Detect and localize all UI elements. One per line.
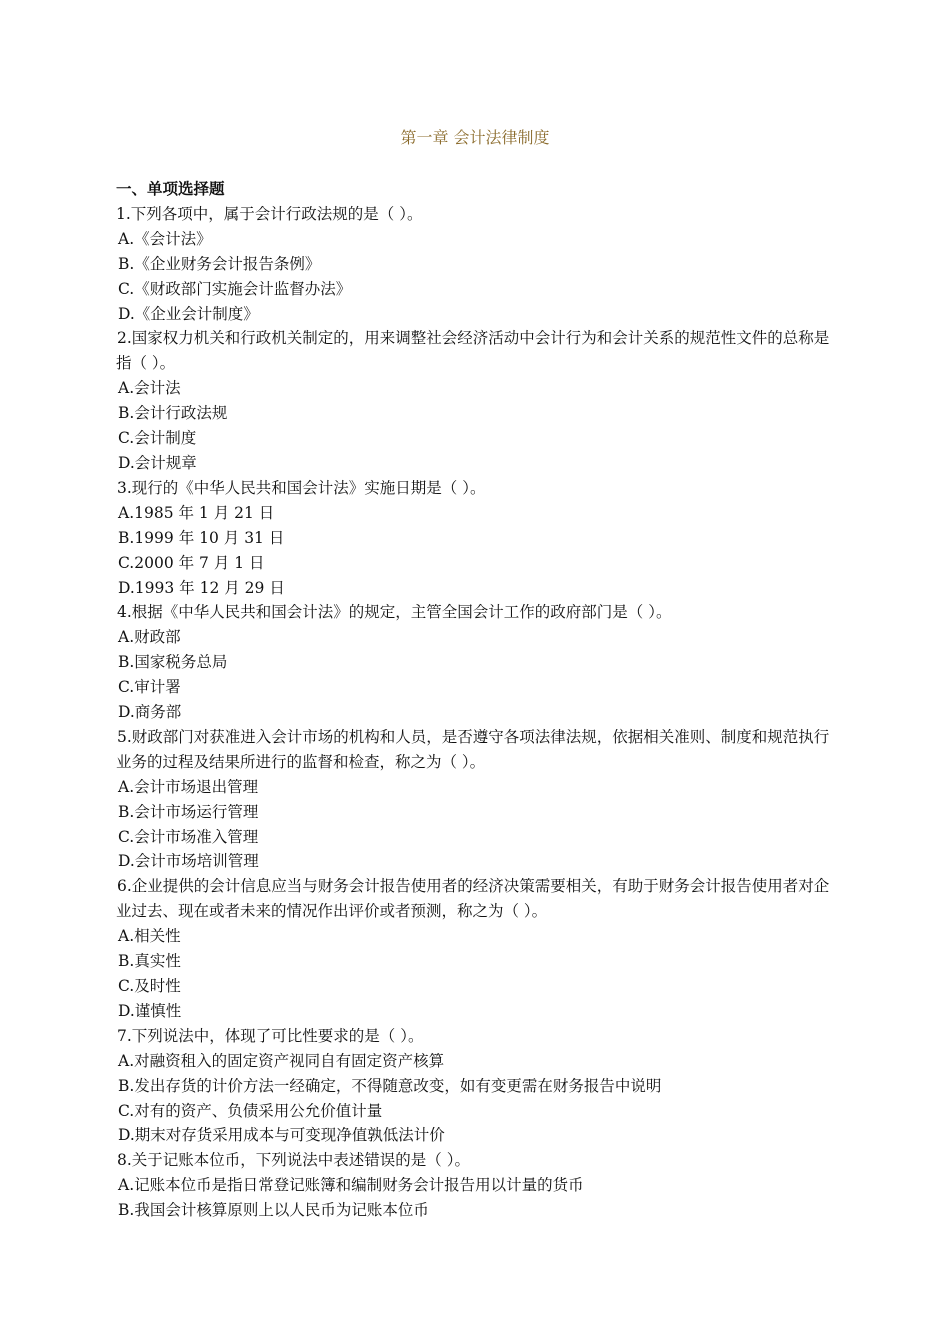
option-d: D.商务部 — [118, 703, 182, 722]
option-a: A.《会计法》 — [118, 229, 212, 248]
option-d: D.期末对存货采用成本与可变现净值孰低法计价 — [118, 1126, 445, 1145]
document-body — [116, 177, 838, 1223]
option-c: C.《财政部门实施会计监督办法》 — [118, 279, 352, 298]
option-a: A.对融资租入的固定资产视同自有固定资产核算 — [118, 1051, 445, 1070]
chapter-title: 第一章 会计法律制度 — [400, 128, 550, 147]
option-a: A.1985 年 1 月 21 日 — [118, 503, 275, 522]
question-4 — [116, 600, 838, 725]
option-c: C.会计市场准入管理 — [118, 827, 259, 846]
option-b: B.会计市场运行管理 — [118, 802, 259, 821]
question-stem: 8.关于记账本位币，下列说法中表述错误的是（ ）。 — [117, 1151, 470, 1170]
question-stem: 7.下列说法中，体现了可比性要求的是（ ）。 — [117, 1026, 424, 1045]
option-a: A.记账本位币是指日常登记账簿和编制财务会计报告用以计量的货币 — [118, 1176, 584, 1195]
option-c: C.2000 年 7 月 1 日 — [118, 553, 265, 572]
question-stem: 3.现行的《中华人民共和国会计法》实施日期是（ ）。 — [117, 478, 486, 497]
question-1 — [116, 202, 838, 327]
option-d: D.谨慎性 — [118, 1001, 182, 1020]
question-stem: 2.国家权力机关和行政机关制定的，用来调整社会经济活动中会计行为和会计关系的规范性文件的总称是指（ ）。 — [116, 329, 830, 373]
question-8 — [116, 1148, 838, 1223]
question-stem: 6.企业提供的会计信息应当与财务会计报告使用者的经济决策需要相关，有助于财务会计报告使用者对企业过去、现在或者未来的情况作出评价或者预测，称之为（ ）。 — [116, 877, 830, 921]
option-b: B.发出存货的计价方法一经确定，不得随意改变，如有变更需在财务报告中说明 — [118, 1076, 662, 1095]
option-b: B.我国会计核算原则上以人民币为记账本位币 — [118, 1201, 429, 1220]
option-c: C.会计制度 — [118, 429, 197, 448]
option-a: A.会计法 — [118, 379, 181, 398]
question-stem: 1.下列各项中，属于会计行政法规的是（ ）。 — [116, 204, 423, 223]
question-3 — [116, 476, 838, 601]
option-a: A.财政部 — [118, 628, 181, 647]
question-stem: 5.财政部门对获准进入会计市场的机构和人员，是否遵守各项法律法规，依据相关准则、制度和规范执行业务的过程及结果所进行的监督和检查，称之为（ ）。 — [116, 727, 830, 771]
question-2 — [116, 326, 838, 475]
option-c: C.及时性 — [118, 977, 181, 995]
option-a: A.会计市场退出管理 — [118, 777, 259, 796]
section-title: 一、单项选择题 — [116, 179, 225, 198]
option-d: D.《企业会计制度》 — [118, 304, 259, 323]
option-a: A.相关性 — [118, 927, 181, 946]
option-c: C.对有的资产、负债采用公允价值计量 — [118, 1101, 383, 1120]
question-6 — [116, 874, 838, 1023]
question-5 — [116, 725, 838, 874]
option-b: B.1999 年 10 月 31 日 — [118, 528, 285, 547]
option-d: D.会计规章 — [118, 453, 197, 472]
option-b: B.会计行政法规 — [118, 404, 228, 423]
question-stem: 4.根据《中华人民共和国会计法》的规定，主管全国会计工作的政府部门是（ ）。 — [117, 603, 672, 622]
option-d: D.会计市场培训管理 — [118, 852, 259, 871]
option-b: B.《企业财务会计报告条例》 — [118, 254, 321, 273]
option-b: B.真实性 — [118, 952, 181, 971]
option-b: B.国家税务总局 — [118, 653, 228, 672]
option-d: D.1993 年 12 月 29 日 — [118, 578, 285, 597]
option-c: C.审计署 — [118, 678, 181, 697]
question-7 — [116, 1024, 838, 1149]
